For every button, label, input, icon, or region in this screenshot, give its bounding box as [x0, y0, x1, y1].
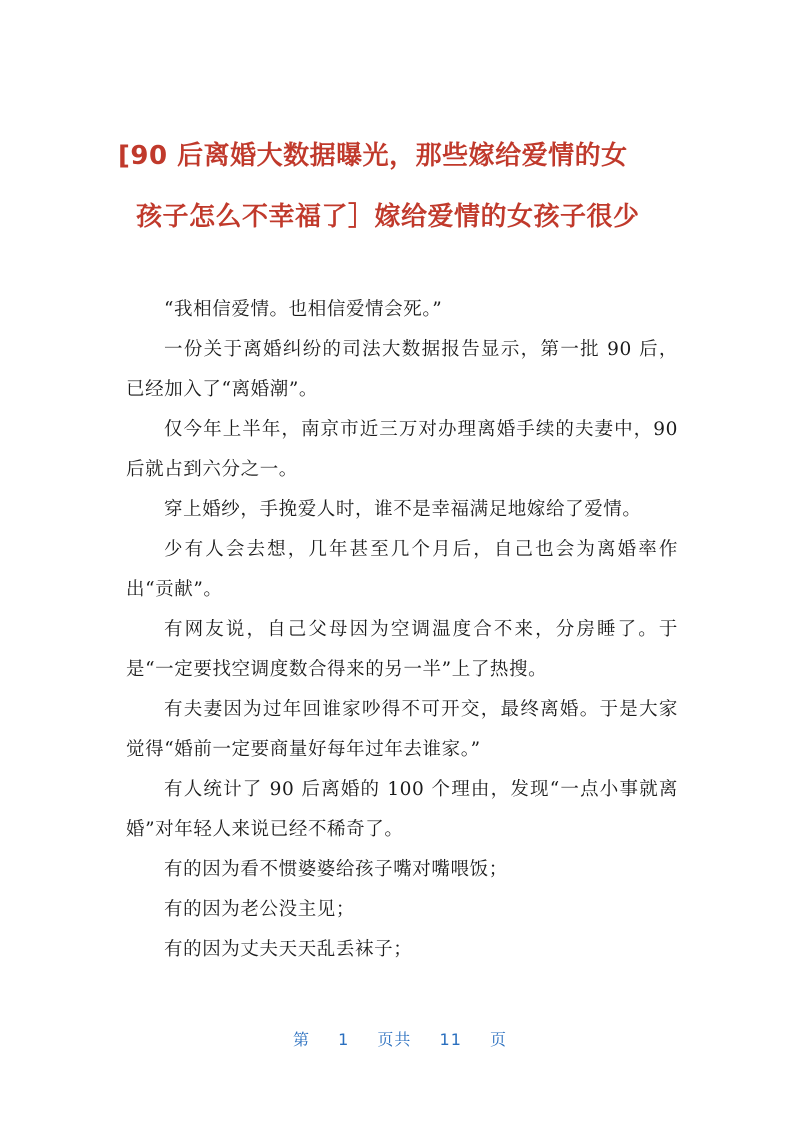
current-page-number: 1: [338, 1030, 350, 1049]
title-line-1: [90 后离婚大数据曝光，那些嫁给爱情的女: [118, 141, 628, 171]
paragraph: “我相信爱情。也相信爱情会死。”: [164, 299, 443, 320]
title-line-2: 孩子怎么不幸福了］嫁给爱情的女孩子很少: [136, 202, 640, 232]
footer-suffix: 页: [489, 1030, 507, 1049]
paragraph: 一份关于离婚纠纷的司法大数据报告显示，第一批 90 后，已经加入了“离婚潮”。: [126, 339, 678, 400]
total-pages-number: 11: [439, 1030, 462, 1049]
paragraph: 有的因为看不惯婆婆给孩子嘴对嘴喂饭；: [164, 859, 508, 880]
footer-prefix: 第: [293, 1030, 311, 1049]
paragraph: 有的因为老公没主见；: [164, 899, 356, 920]
paragraph: 有的因为丈夫天天乱丢袜子；: [164, 939, 413, 960]
page-footer: [0, 1027, 800, 1050]
paragraph: 有夫妻因为过年回谁家吵得不可开交，最终离婚。于是大家觉得“婚前一定要商量好每年过年去谁家。”: [126, 699, 678, 760]
paragraph: 穿上婚纱，手挽爱人时，谁不是幸福满足地嫁给了爱情。: [164, 499, 642, 520]
document-body: [126, 290, 678, 970]
paragraph: 有人统计了 90 后离婚的 100 个理由，发现“一点小事就离婚”对年轻人来说已经不稀奇了。: [126, 779, 678, 840]
paragraph: 少有人会去想，几年甚至几个月后，自己也会为离婚率作出“贡献”。: [126, 539, 678, 600]
paragraph: 仅今年上半年，南京市近三万对办理离婚手续的夫妻中，90 后就占到六分之一。: [126, 419, 678, 480]
document-title: [118, 126, 688, 248]
paragraph: 有网友说，自己父母因为空调温度合不来，分房睡了。于是“一定要找空调度数合得来的另一半”上了热搜。: [126, 619, 678, 680]
footer-middle: 页共: [377, 1030, 412, 1049]
